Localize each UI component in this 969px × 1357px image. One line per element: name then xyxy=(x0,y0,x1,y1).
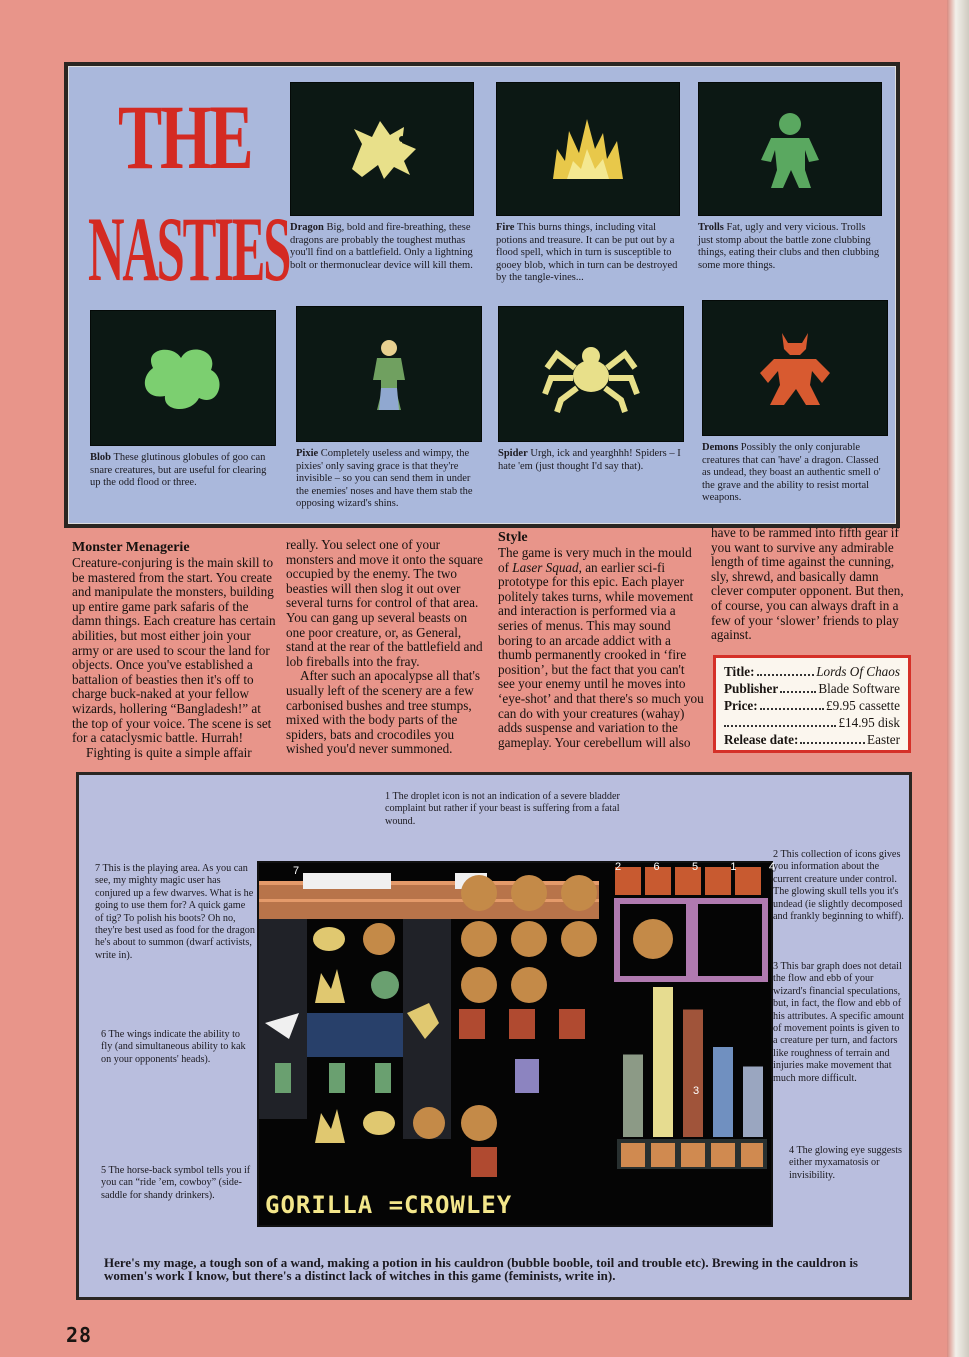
creature-fire xyxy=(496,82,680,285)
demons-caption: Demons Possibly the only conjurable creatures that can 'have' a dragon. Classed as undead, they boast an authentic smell o' the grave and the ability to resist mortal weapons. xyxy=(702,442,881,503)
creature-trolls xyxy=(698,82,882,272)
info-price-row: Price: £9.95 cassette xyxy=(724,698,900,713)
screenshot-caption: Here's my mage, a tough son of a wand, making a potion in his cauldron (bubble booble, toil and trouble etc). Brewing in the cauldron is women's work I know, but there's a distinct lack of witches in this game (feminists, write in). xyxy=(104,1255,858,1283)
article-column-4 xyxy=(711,526,911,643)
paragraph-3: really. You select one of your monsters and move it onto the square occupied by the enemy. The two beasties will then slog it out over several turns for control of that area. You can gang up several beasts on one poor creature, or, as General, stand at the rear of the battlefield and lob fireballs into the fray. xyxy=(286,537,484,669)
trolls-caption: Trolls Fat, ugly and very vicious. Trolls just stomp about the battle zone clubbing things, eating their clubs and then clubbing some more things. xyxy=(698,222,880,271)
nasties-panel xyxy=(64,62,900,528)
icon-number-1: 1 xyxy=(730,861,737,873)
info-publisher-row: Publisher Blade Software xyxy=(724,681,900,696)
creature-blob xyxy=(90,310,276,490)
annotation-3: 3 This bar graph does not detail the flow and ebb of your wizard's financial speculations, but, in fact, the flow and ebb of his attributes. A specific amount of movement points is given to a creature per turn, and factors like roughness of terrain and injuries make movement that much more difficult. xyxy=(773,961,904,1084)
title-line-1: THE xyxy=(118,86,252,188)
annotation-2: 2 This collection of icons gives you information about the current creature under control. The glowing skull tells you it's undead (ie slightly decomposed and frankly beginning to whiff). xyxy=(773,849,904,923)
paragraph-6: have to be rammed into fifth gear if you want to survive any admirable length of time against the cunning, sly, shrewd, and basically damn clever computer opponent. But then, of course, you can always draft in a few of your ‘slower’ friends to play against. xyxy=(711,525,904,643)
icon-number-4: 4 xyxy=(768,861,775,873)
creature-demons xyxy=(702,300,888,505)
annotation-5: 5 The horse-back symbol tells you if you can “ride ’em, cowboy” (side-saddle for shandy drinkers). xyxy=(101,1165,251,1201)
game-map xyxy=(259,863,775,1229)
blob-caption: Blob These glutinous globules of goo can snare creatures, but are useful for clearing up the odd flood or three. xyxy=(90,452,267,488)
page-edge xyxy=(947,0,969,1357)
attribute-bar xyxy=(683,1010,703,1138)
troll-sprite-icon xyxy=(745,104,835,194)
game-screenshot xyxy=(257,861,773,1227)
blob-sprite-icon xyxy=(133,338,233,418)
pixie-screenshot xyxy=(296,306,482,442)
game-info-box xyxy=(713,655,911,753)
annotation-1: 1 The droplet icon is not an indication of a severe bladder complaint but rather if your beast is suffering from a fatal wound. xyxy=(385,791,620,827)
attribute-bar-graph xyxy=(617,987,767,1169)
icon-number-2: 2 xyxy=(615,861,622,873)
demon-sprite-icon xyxy=(750,323,840,413)
paragraph-5: The game is very much in the mould of Laser Squad, an earlier sci-fi prototype for this epic. Each player politely takes turns, while movement and interaction is performed via a series of menus. This may sound boring to an arcade addict with a thumb permanently crooked in ‘fire position’, but the fact that you can't see your enemy until he moves into ‘eye-shot’ and that there's so much you can do with your creatures (wahay) adds suspense and variation to the gameplay. Your cerebellum will also xyxy=(498,545,704,750)
fire-caption: Fire This burns things, including vital potions and treasure. It can be put out by a flood spell, which in turn is susceptible to gooey blob, which in turn can be destroyed by the tangle-vines... xyxy=(496,222,678,283)
spider-caption: Spider Urgh, ick and yearghhh! Spiders – I hate 'em (just thought I'd say that). xyxy=(498,448,681,472)
heading-style: Style xyxy=(498,530,528,545)
info-title-row: Title: Lords Of Chaos xyxy=(724,664,900,679)
heading-monster-menagerie: Monster Menagerie xyxy=(72,540,190,555)
demons-screenshot xyxy=(702,300,888,436)
annotation-4: 4 The glowing eye suggests either myxamatosis or invisibility. xyxy=(789,1145,902,1181)
pixie-sprite-icon xyxy=(359,334,419,414)
paragraph-1: Creature-conjuring is the main skill to be mastered from the start. You create and manipulate the monsters, building up entire game park safaris of the damn things. Each creature has certain abilities, but most either join your army or are used to scour the land for objects. Once you've established a battalion of beasties then it's off to charge buck-naked at your fellow wizards, hollering “Bangladesh!” at the top of your voice. The scene is set for a cataclysmic battle. Hurrah! xyxy=(72,555,276,746)
annotation-6: 6 The wings indicate the ability to fly (and simultaneous ability to kak on your opponents' heads). xyxy=(101,1029,246,1065)
attribute-bar xyxy=(743,1067,763,1138)
annotation-7: 7 This is the playing area. As you can see, my mighty magic user has conjured up a few dwarves. What is he going to use them for? A quick game of tig? To polish his boots? Oh no, they're best used as food for the dragon he's about to summon (dwarf activists, write in). xyxy=(95,863,255,961)
annotated-screenshot-panel xyxy=(76,772,912,1300)
article-column-3 xyxy=(498,530,704,750)
info-price-disk-row: £14.95 disk xyxy=(724,714,900,731)
page-number: 28 xyxy=(66,1323,93,1347)
attribute-bar xyxy=(713,1047,733,1137)
dragon-caption: Dragon Big, bold and fire-breathing, these dragons are probably the toughest muthas you'll find on a battlefield. Only a lightning bolt or thermonuclear device will kill them. xyxy=(290,222,473,271)
article-column-2 xyxy=(286,538,486,757)
feature-title xyxy=(88,82,288,312)
icon-number-row xyxy=(615,861,775,873)
creature-spider xyxy=(498,306,684,473)
attribute-bar xyxy=(653,987,673,1137)
trolls-screenshot xyxy=(698,82,882,216)
paragraph-2: Fighting is quite a simple affair xyxy=(86,744,252,760)
spider-sprite-icon xyxy=(541,334,641,414)
game-status-text: GORILLA =CROWLEY xyxy=(265,1191,513,1219)
fire-sprite-icon xyxy=(543,109,633,189)
creature-dragon xyxy=(290,82,474,272)
icon-number-6: 6 xyxy=(653,861,660,873)
paragraph-4: After such an apocalypse all that's usually left of the scenery are a few carbonised bushes and tree stumps, mixed with the body parts of the spiders, bats and crocodiles you wished you'd never summoned. xyxy=(286,668,480,757)
pixie-caption: Pixie Completely useless and wimpy, the pixies' only saving grace is that they're invisible – so you can send them in under the enemies' noses and have them stab the opposing wizard's shins. xyxy=(296,448,473,509)
creature-pixie xyxy=(296,306,482,511)
dragon-sprite-icon xyxy=(332,109,432,189)
spider-screenshot xyxy=(498,306,684,442)
info-release-row: Release date: Easter xyxy=(724,732,900,747)
bar-marker-label: 3 xyxy=(693,1085,700,1097)
area-marker-label: 7 xyxy=(293,865,300,877)
title-line-2: NASTIES xyxy=(88,198,290,300)
attribute-bar xyxy=(623,1055,643,1138)
icon-number-5: 5 xyxy=(691,861,699,873)
article-column-1 xyxy=(72,540,278,760)
dragon-screenshot xyxy=(290,82,474,216)
blob-screenshot xyxy=(90,310,276,446)
fire-screenshot xyxy=(496,82,680,216)
